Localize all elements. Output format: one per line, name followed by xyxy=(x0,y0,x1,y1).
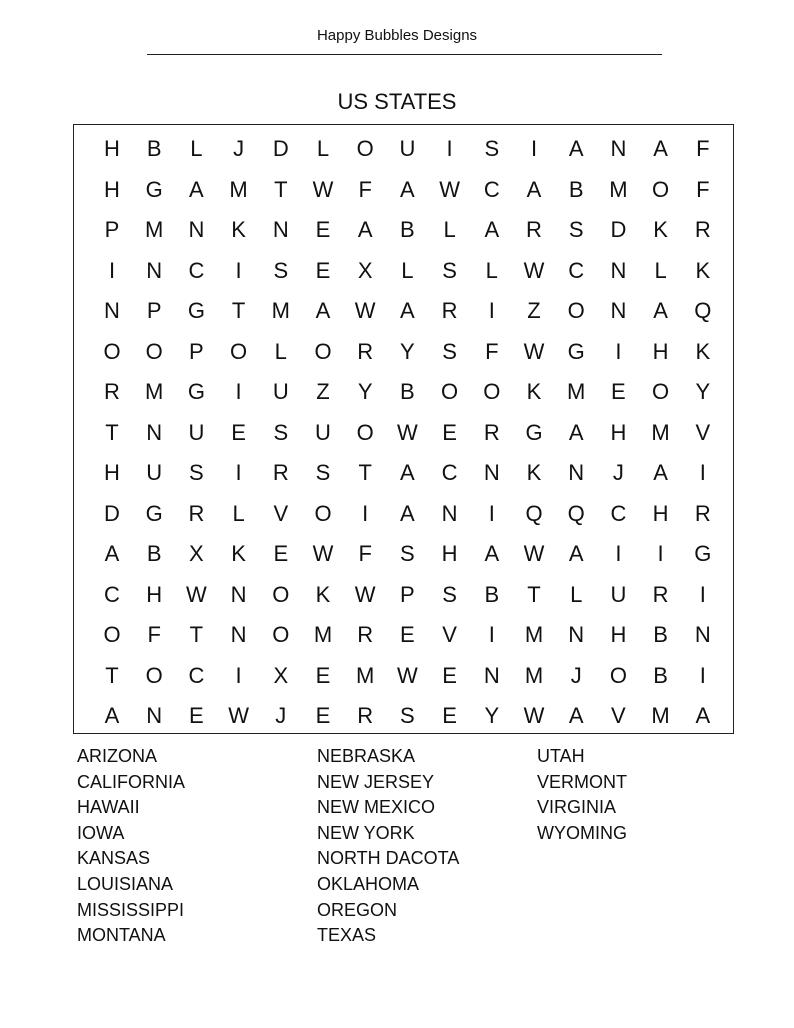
grid-row xyxy=(74,453,733,493)
grid-letter: O xyxy=(145,662,163,688)
grid-letter: R xyxy=(483,419,500,445)
grid-letter: W xyxy=(312,176,334,202)
grid-letter: D xyxy=(272,136,289,161)
grid-letter: N xyxy=(483,662,500,688)
grid-row xyxy=(74,332,733,372)
grid-letter: S xyxy=(442,338,457,364)
grid-row xyxy=(74,575,733,615)
grid-letter: M xyxy=(145,217,164,242)
grid-letter: R xyxy=(357,703,374,728)
grid-letter: H xyxy=(146,581,163,607)
grid-letter: Q xyxy=(525,500,543,526)
grid-letter: N xyxy=(146,257,163,283)
grid-letter: H xyxy=(104,136,120,161)
grid-letter: A xyxy=(653,460,668,485)
grid-letter: A xyxy=(189,176,204,202)
grid-row xyxy=(74,696,733,736)
grid-letter: U xyxy=(188,419,205,445)
grid-letter: A xyxy=(653,136,668,161)
grid-letter: A xyxy=(568,136,584,161)
grid-letter: B xyxy=(146,136,162,161)
grid-letter: N xyxy=(146,703,163,728)
grid-letter: W xyxy=(397,662,418,688)
grid-letter: O xyxy=(230,338,248,364)
grid-letter: O xyxy=(652,176,670,202)
grid-letter: G xyxy=(145,176,163,202)
word-list-item: KANSAS xyxy=(77,848,151,869)
grid-letter: N xyxy=(483,460,500,485)
grid-letter: I xyxy=(488,298,495,323)
grid-letter: I xyxy=(488,622,495,647)
grid-letter: K xyxy=(526,460,542,485)
grid-letter: E xyxy=(442,419,457,445)
grid-letter: N xyxy=(272,217,289,242)
grid-letter: S xyxy=(484,136,500,161)
grid-letter: J xyxy=(612,460,624,485)
grid-letter: O xyxy=(567,298,585,323)
grid-letter: N xyxy=(610,298,627,323)
grid-letter: W xyxy=(439,176,460,202)
grid-letter: B xyxy=(653,662,668,688)
grid-letter: K xyxy=(695,257,711,283)
grid-row xyxy=(74,210,733,250)
grid-row xyxy=(74,534,733,574)
grid-letter: K xyxy=(315,581,331,607)
puzzle-title: US STATES xyxy=(337,89,457,114)
grid-letter: M xyxy=(271,298,290,323)
grid-row xyxy=(74,291,733,331)
grid-letter: P xyxy=(104,217,120,242)
grid-letter: U xyxy=(399,136,416,161)
grid-letter: L xyxy=(316,136,330,161)
word-list xyxy=(0,744,794,964)
grid-letter: I xyxy=(235,257,242,283)
grid-letter: G xyxy=(187,379,205,404)
grid-letter: A xyxy=(104,541,120,566)
grid-letter: Y xyxy=(400,338,415,364)
grid-letter: I xyxy=(615,541,622,566)
grid-letter: R xyxy=(357,338,374,364)
grid-letter: W xyxy=(354,298,376,323)
header-divider xyxy=(147,54,662,55)
grid-letter: T xyxy=(231,298,246,323)
page-header: Happy Bubbles Designs xyxy=(316,27,478,44)
grid-letter: W xyxy=(312,541,334,566)
grid-letter: B xyxy=(653,622,668,647)
grid-letter: L xyxy=(232,500,245,526)
letter-grid xyxy=(73,124,734,734)
grid-letter: O xyxy=(272,581,290,607)
word-list-item: TEXAS xyxy=(317,925,377,946)
grid-letter: M xyxy=(609,176,628,202)
grid-letter: N xyxy=(610,257,627,283)
grid-letter: S xyxy=(400,703,415,728)
grid-letter: F xyxy=(358,176,372,202)
grid-letter: M xyxy=(524,622,544,647)
grid-letter: E xyxy=(315,257,331,283)
grid-letter: W xyxy=(523,541,545,566)
grid-letter: F xyxy=(358,541,372,566)
word-list-column xyxy=(537,744,777,846)
grid-letter: M xyxy=(313,622,333,647)
grid-letter: F xyxy=(147,622,161,647)
grid-letter: I xyxy=(488,500,495,526)
grid-letter: A xyxy=(400,176,415,202)
grid-letter: W xyxy=(523,703,545,728)
grid-letter: H xyxy=(652,338,669,364)
grid-row xyxy=(74,494,733,534)
grid-letter: Z xyxy=(527,298,541,323)
grid-letter: H xyxy=(652,500,669,526)
grid-letter: I xyxy=(446,136,453,161)
grid-letter: W xyxy=(354,581,376,607)
grid-letter: A xyxy=(568,541,584,566)
grid-letter: B xyxy=(568,176,584,202)
grid-letter: C xyxy=(568,257,585,283)
word-list-item: MONTANA xyxy=(77,925,166,946)
grid-row xyxy=(74,129,733,169)
grid-letter: A xyxy=(568,419,584,445)
grid-letter: I xyxy=(657,541,664,566)
grid-letter: B xyxy=(146,541,162,566)
grid-letter: H xyxy=(441,541,458,566)
grid-letter: M xyxy=(229,176,248,202)
grid-letter: I xyxy=(235,379,242,404)
grid-letter: A xyxy=(526,176,542,202)
grid-letter: V xyxy=(442,622,457,647)
grid-letter: O xyxy=(145,338,163,364)
grid-letter: C xyxy=(188,662,205,688)
grid-letter: C xyxy=(188,257,205,283)
grid-letter: U xyxy=(610,581,627,607)
grid-letter: C xyxy=(441,460,458,485)
grid-letter: X xyxy=(357,257,373,283)
grid-letter: M xyxy=(567,379,586,404)
word-list-item: NEBRASKA xyxy=(317,746,416,766)
grid-letter: E xyxy=(400,622,415,647)
grid-letter: A xyxy=(400,500,415,526)
grid-letter: S xyxy=(315,460,331,485)
grid-letter: M xyxy=(524,662,544,688)
word-list-item: UTAH xyxy=(537,746,585,766)
grid-letter: G xyxy=(567,338,585,364)
grid-letter: K xyxy=(526,379,542,404)
grid-letter: E xyxy=(315,662,331,688)
grid-letter: R xyxy=(694,217,711,242)
grid-letter: O xyxy=(272,622,290,647)
grid-letter: H xyxy=(610,622,627,647)
grid-letter: Q xyxy=(694,298,712,323)
grid-letter: N xyxy=(230,581,247,607)
grid-letter: S xyxy=(273,419,289,445)
grid-letter: C xyxy=(483,176,500,202)
grid-letter: U xyxy=(315,419,331,445)
grid-letter: B xyxy=(400,217,415,242)
grid-letter: E xyxy=(611,379,626,404)
grid-letter: T xyxy=(527,581,541,607)
word-list-item: ARIZONA xyxy=(77,746,158,766)
grid-letter: L xyxy=(274,338,287,364)
word-list-item: OKLAHOMA xyxy=(317,873,420,894)
grid-letter: J xyxy=(233,136,245,161)
grid-letter: A xyxy=(400,298,415,323)
grid-letter: O xyxy=(441,379,459,404)
grid-letter: R xyxy=(188,500,205,526)
word-list-item: NEW MEXICO xyxy=(317,797,436,818)
grid-letter: C xyxy=(610,500,627,526)
grid-row xyxy=(74,170,733,210)
word-list-item: IOWA xyxy=(77,822,125,843)
grid-letter: H xyxy=(104,176,120,202)
word-list-item: LOUISIANA xyxy=(77,873,174,894)
grid-letter: O xyxy=(314,500,332,526)
grid-letter: E xyxy=(273,541,289,566)
grid-letter: R xyxy=(652,581,669,607)
grid-letter: S xyxy=(273,257,289,283)
word-list-item: WYOMING xyxy=(537,822,627,843)
word-list-item: NEW JERSEY xyxy=(317,771,435,792)
grid-letter: T xyxy=(105,419,119,445)
grid-letter: L xyxy=(654,257,667,283)
grid-letter: G xyxy=(525,419,543,445)
grid-letter: N xyxy=(694,622,711,647)
grid-letter: N xyxy=(610,136,627,161)
grid-letter: X xyxy=(189,541,204,566)
grid-letter: G xyxy=(145,500,163,526)
grid-letter: M xyxy=(651,703,670,728)
grid-letter: E xyxy=(315,703,331,728)
grid-letter: M xyxy=(145,379,164,404)
grid-letter: O xyxy=(609,662,627,688)
grid-letter: N xyxy=(188,217,205,242)
grid-letter: C xyxy=(104,581,120,607)
grid-letter: I xyxy=(362,500,369,526)
grid-letter: I xyxy=(699,460,706,485)
grid-letter: O xyxy=(103,338,121,364)
grid-letter: W xyxy=(523,338,545,364)
grid-letter: Y xyxy=(695,379,711,404)
grid-letter: I xyxy=(699,581,706,607)
grid-letter: R xyxy=(272,460,289,485)
grid-letter: A xyxy=(568,703,584,728)
grid-row xyxy=(74,372,733,412)
word-list-item: NEW YORK xyxy=(317,822,415,843)
grid-letter: O xyxy=(103,622,121,647)
grid-letter: I xyxy=(615,338,622,364)
grid-letter: F xyxy=(485,338,499,364)
grid-letter: W xyxy=(397,419,418,445)
grid-letter: A xyxy=(653,298,668,323)
grid-letter: P xyxy=(400,581,415,607)
grid-letter: U xyxy=(146,460,163,485)
grid-letter: T xyxy=(189,622,204,647)
grid-letter: I xyxy=(108,257,116,283)
grid-letter: I xyxy=(235,460,242,485)
grid-letter: A xyxy=(484,217,500,242)
grid-letter: V xyxy=(695,419,711,445)
grid-letter: W xyxy=(186,581,207,607)
grid-letter: F xyxy=(696,136,710,161)
grid-letter: R xyxy=(694,500,711,526)
grid-letter: S xyxy=(442,581,457,607)
grid-letter: A xyxy=(104,703,120,728)
grid-letter: U xyxy=(272,379,289,404)
grid-letter: O xyxy=(652,379,670,404)
grid-letter: R xyxy=(104,379,120,404)
word-list-item: HAWAII xyxy=(77,797,140,818)
grid-letter: L xyxy=(401,257,414,283)
grid-letter: F xyxy=(696,176,710,202)
grid-letter: L xyxy=(190,136,203,161)
grid-letter: P xyxy=(189,338,204,364)
grid-letter: D xyxy=(610,217,627,242)
grid-letter: R xyxy=(357,622,374,647)
grid-letter: O xyxy=(356,419,374,445)
grid-letter: G xyxy=(187,298,205,323)
grid-letter: L xyxy=(570,581,583,607)
grid-letter: B xyxy=(484,581,500,607)
grid-letter: N xyxy=(146,419,163,445)
grid-letter: E xyxy=(315,217,331,242)
grid-letter: Y xyxy=(484,703,500,728)
word-list-item: VIRGINIA xyxy=(537,797,617,818)
grid-letter: E xyxy=(189,703,204,728)
grid-row xyxy=(74,656,733,696)
grid-letter: N xyxy=(104,298,120,323)
grid-letter: N xyxy=(230,622,247,647)
grid-letter: K xyxy=(231,541,246,566)
grid-letter: J xyxy=(570,662,582,688)
grid-letter: V xyxy=(273,500,289,526)
grid-letter: P xyxy=(146,298,162,323)
grid-letter: Y xyxy=(357,379,373,404)
grid-letter: T xyxy=(274,176,288,202)
word-list-item: VERMONT xyxy=(537,771,627,792)
grid-row xyxy=(74,413,733,453)
grid-letter: I xyxy=(530,136,538,161)
grid-letter: R xyxy=(441,298,458,323)
grid-letter: E xyxy=(442,662,457,688)
grid-letter: J xyxy=(275,703,287,728)
grid-letter: S xyxy=(400,541,415,566)
word-list-item: OREGON xyxy=(317,899,398,920)
grid-letter: E xyxy=(442,703,457,728)
grid-letter: G xyxy=(694,541,712,566)
grid-letter: K xyxy=(231,217,246,242)
grid-letter: N xyxy=(568,460,585,485)
grid-letter: S xyxy=(568,217,584,242)
grid-letter: A xyxy=(357,217,373,242)
grid-letter: Z xyxy=(316,379,330,404)
grid-letter: S xyxy=(189,460,204,485)
word-list-column xyxy=(317,744,557,949)
grid-letter: L xyxy=(485,257,498,283)
grid-letter: O xyxy=(483,379,501,404)
word-list-item: MISSISSIPPI xyxy=(77,899,185,920)
grid-letter: W xyxy=(228,703,249,728)
grid-letter: R xyxy=(526,217,542,242)
grid-letter: B xyxy=(400,379,415,404)
grid-row xyxy=(74,251,733,291)
grid-letter: A xyxy=(315,298,331,323)
grid-letter: I xyxy=(699,662,706,688)
grid-letter: M xyxy=(356,662,375,688)
grid-letter: H xyxy=(104,460,120,485)
grid-letter: I xyxy=(235,662,242,688)
grid-letter: T xyxy=(105,662,119,688)
grid-letter: T xyxy=(358,460,372,485)
grid-letter: W xyxy=(523,257,545,283)
word-list-column xyxy=(77,744,317,949)
grid-letter: S xyxy=(442,257,457,283)
grid-letter: O xyxy=(356,136,374,161)
grid-letter: D xyxy=(104,500,120,526)
grid-letter: X xyxy=(273,662,289,688)
grid-letter: K xyxy=(653,217,668,242)
grid-letter: L xyxy=(443,217,456,242)
grid-letter: N xyxy=(441,500,458,526)
grid-letter: A xyxy=(695,703,711,728)
grid-letter: K xyxy=(695,338,711,364)
grid-letter: A xyxy=(400,460,415,485)
grid-letter: V xyxy=(611,703,626,728)
grid-letter: Q xyxy=(567,500,585,526)
word-list-item: NORTH DACOTA xyxy=(317,848,460,869)
grid-letter: A xyxy=(484,541,500,566)
grid-letter: M xyxy=(651,419,670,445)
grid-letter: E xyxy=(231,419,246,445)
grid-letter: O xyxy=(314,338,332,364)
grid-letter: H xyxy=(610,419,627,445)
grid-letter: N xyxy=(568,622,585,647)
word-list-item: CALIFORNIA xyxy=(77,771,186,792)
grid-row xyxy=(74,615,733,655)
